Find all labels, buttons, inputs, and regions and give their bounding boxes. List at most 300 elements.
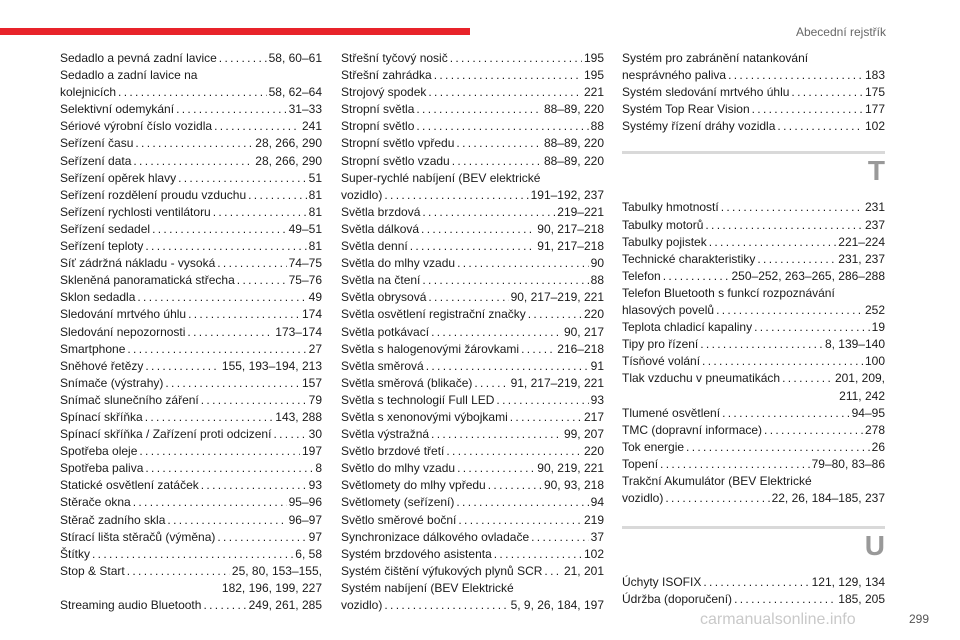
index-entry xyxy=(622,591,885,608)
index-term: Sériové výrobní číslo vozidla xyxy=(60,119,213,134)
index-pages: 90 xyxy=(590,256,604,271)
leader-dots xyxy=(217,255,286,272)
index-term: Systém Top Rear Vision xyxy=(622,102,750,117)
index-term: Střešní tyčový nosič xyxy=(341,51,448,65)
index-entry xyxy=(341,512,604,529)
leader-dots xyxy=(728,67,863,84)
index-term: Světlomety do mlhy vpředu xyxy=(341,478,486,493)
index-entry xyxy=(341,272,604,289)
index-term: Světla osvětlení registrační značky xyxy=(341,307,526,322)
leader-dots xyxy=(446,443,582,460)
index-term: Telefon xyxy=(622,268,661,283)
index-pages: 241 xyxy=(301,119,322,134)
index-entry xyxy=(341,221,604,238)
index-pages: 219–221 xyxy=(557,204,604,219)
index-pages: 94 xyxy=(590,495,604,510)
index-term: kolejnicích xyxy=(60,85,117,100)
index-pages: 252 xyxy=(864,303,885,318)
index-entry xyxy=(622,439,885,456)
index-pages: 81 xyxy=(308,239,322,254)
leader-dots xyxy=(752,101,863,118)
index-entry xyxy=(60,512,322,529)
index-term: Skleněná panoramatická střecha xyxy=(60,273,235,288)
leader-dots xyxy=(416,101,542,118)
index-term: vozidlo) xyxy=(341,187,383,202)
index-entry xyxy=(60,546,322,563)
leader-dots xyxy=(458,512,582,529)
index-pages: 90, 217–218 xyxy=(537,221,604,236)
index-term: hlasových povelů xyxy=(622,303,715,318)
index-term: Střešní zahrádka xyxy=(341,68,432,83)
index-term: Světla dálková xyxy=(341,221,420,236)
index-pages: 99, 207 xyxy=(563,427,604,442)
index-entry xyxy=(60,324,322,341)
index-term: Spínací skříňka xyxy=(60,409,143,424)
leader-dots xyxy=(452,153,542,170)
index-entry xyxy=(622,319,885,336)
index-pages: 220 xyxy=(583,444,604,459)
index-term: Seřízení času xyxy=(60,136,134,151)
index-pages: 100 xyxy=(864,354,885,369)
watermark: carmanualsonline.info xyxy=(700,611,856,628)
index-term: Selektivní odemykání xyxy=(60,102,175,117)
index-entry xyxy=(341,306,604,323)
leader-dots xyxy=(700,336,823,353)
index-term: Tlak vzduchu v pneumatikách xyxy=(622,371,781,386)
leader-dots xyxy=(431,426,562,443)
index-pages: 31–33 xyxy=(288,102,322,117)
leader-dots xyxy=(135,135,253,152)
index-term: TMC (dopravní informace) xyxy=(622,422,763,437)
index-entry xyxy=(622,336,885,353)
index-pages: 74–75 xyxy=(288,256,322,271)
leader-dots xyxy=(734,591,836,608)
leader-dots xyxy=(709,234,837,251)
index-entry xyxy=(622,84,885,101)
leader-dots xyxy=(422,204,555,221)
index-term: Světla směrová (blikače) xyxy=(341,375,473,390)
leader-dots xyxy=(510,409,582,426)
index-pages: 217 xyxy=(583,409,604,424)
index-term: Světla obrysová xyxy=(341,290,427,305)
index-entry xyxy=(60,426,322,443)
index-pages: 197 xyxy=(301,444,322,459)
index-term: Světlo do mlhy vzadu xyxy=(341,461,456,476)
index-pages: 21, 201 xyxy=(563,563,604,578)
index-pages: 175 xyxy=(864,85,885,100)
index-entry xyxy=(60,272,322,289)
leader-dots xyxy=(145,238,306,255)
index-entry xyxy=(622,234,885,251)
index-term: Streaming audio Bluetooth xyxy=(60,598,202,612)
index-term: Trakční Akumulátor (BEV Elektrické xyxy=(622,473,812,488)
index-term: Sledování mrtvého úhlu xyxy=(60,307,187,322)
index-entry xyxy=(60,529,322,546)
index-term: Systém brzdového asistenta xyxy=(341,546,492,561)
index-entry xyxy=(341,409,604,426)
index-term: Snímače (výstrahy) xyxy=(60,375,164,390)
leader-dots xyxy=(457,255,589,272)
index-pages: 93 xyxy=(308,478,322,493)
index-entry xyxy=(341,426,604,443)
section-header xyxy=(622,526,885,574)
index-pages: 221–224 xyxy=(838,234,885,249)
index-pages: 27 xyxy=(308,341,322,356)
leader-dots xyxy=(145,358,220,375)
index-pages: 157 xyxy=(301,375,322,390)
leader-dots xyxy=(488,477,542,494)
index-entry xyxy=(341,255,604,272)
leader-dots xyxy=(474,375,508,392)
index-pages: 51 xyxy=(308,170,322,185)
index-pages: 90, 217–219, 221 xyxy=(510,290,604,305)
index-column-1 xyxy=(60,50,322,614)
index-pages: 143, 288 xyxy=(275,409,322,424)
section-rule xyxy=(622,151,885,154)
index-term: Systémy řízení dráhy vozidla xyxy=(622,119,776,134)
index-term: Spotřeba paliva xyxy=(60,461,144,476)
index-term: Statické osvětlení zatáček xyxy=(60,478,199,493)
index-term: Topení xyxy=(622,456,659,471)
index-pages: 278 xyxy=(864,422,885,437)
index-term: Tabulky motorů xyxy=(622,217,704,232)
index-term: Sedadlo a zadní lavice na xyxy=(60,68,198,83)
index-pages: 91 xyxy=(590,358,604,373)
leader-dots xyxy=(721,199,863,216)
index-term: Sledování nepozornosti xyxy=(60,324,186,339)
index-term: Stírací lišta stěračů (výměna) xyxy=(60,529,216,544)
index-entry xyxy=(60,306,322,323)
index-entry xyxy=(60,477,322,494)
leader-dots xyxy=(777,118,863,135)
leader-dots xyxy=(544,563,562,580)
index-term: Světla na čtení xyxy=(341,273,421,288)
index-term: Stop & Start xyxy=(60,563,125,578)
leader-dots xyxy=(384,597,508,614)
index-pages: 93 xyxy=(590,392,604,407)
leader-dots xyxy=(456,135,542,152)
index-entry xyxy=(60,221,322,238)
index-pages: 121, 129, 134 xyxy=(811,575,885,590)
index-entry xyxy=(60,238,322,255)
index-entry xyxy=(341,153,604,170)
index-term: Stropní světlo vpředu xyxy=(341,136,455,151)
index-pages: 49 xyxy=(308,290,322,305)
index-term: Stěrač zadního skla xyxy=(60,512,166,527)
leader-dots xyxy=(219,50,267,67)
index-entry xyxy=(60,101,322,118)
index-term: Světla s halogenovými žárovkami xyxy=(341,341,520,356)
index-entry xyxy=(341,563,604,580)
leader-dots xyxy=(665,490,769,507)
index-pages: 201, 209, xyxy=(834,371,885,386)
index-pages: 183 xyxy=(864,68,885,83)
index-entry xyxy=(60,118,322,135)
index-entry xyxy=(341,238,604,255)
index-pages: 79 xyxy=(308,392,322,407)
leader-dots xyxy=(167,512,286,529)
index-term: Sedadlo a pevná zadní lavice xyxy=(60,51,217,65)
index-entry xyxy=(60,358,322,375)
index-term: vozidlo) xyxy=(622,491,664,506)
index-entry xyxy=(60,443,322,460)
index-pages: 231 xyxy=(864,200,885,215)
index-pages: 182, 196, 199, 227 xyxy=(221,580,322,595)
index-pages: 177 xyxy=(864,102,885,117)
index-term: Technické charakteristiky xyxy=(622,251,756,266)
index-pages: 231, 237 xyxy=(838,251,885,266)
index-pages: 22, 26, 184–185, 237 xyxy=(771,491,885,506)
index-pages: 49–51 xyxy=(288,221,322,236)
index-pages: 91, 217–219, 221 xyxy=(510,375,604,390)
index-pages: 6, 58 xyxy=(295,546,322,561)
index-pages: 220 xyxy=(583,307,604,322)
index-pages: 102 xyxy=(583,546,604,561)
index-entry xyxy=(341,84,604,101)
index-entry xyxy=(341,358,604,375)
leader-dots xyxy=(660,456,810,473)
index-pages: 216–218 xyxy=(557,341,604,356)
index-term: Systém pro zabránění natankování xyxy=(622,51,809,65)
index-term: Seřízení rychlosti ventilátoru xyxy=(60,204,211,219)
index-pages: 249, 261, 285 xyxy=(248,598,322,612)
index-entry xyxy=(622,456,885,473)
index-entry xyxy=(60,153,322,170)
leader-dots xyxy=(702,353,863,370)
index-pages: 195 xyxy=(583,68,604,83)
index-term: Tabulky pojistek xyxy=(622,234,707,249)
index-pages: 95–96 xyxy=(288,495,322,510)
index-entry xyxy=(60,135,322,152)
index-term: Světlo brzdové třetí xyxy=(341,444,445,459)
index-entry xyxy=(60,597,322,614)
index-entry xyxy=(622,217,885,234)
leader-dots xyxy=(764,422,863,439)
leader-dots xyxy=(237,272,287,289)
index-term: Stropní světla xyxy=(341,102,415,117)
index-term: Synchronizace dálkového ovladače xyxy=(341,529,530,544)
index-term: Údržba (doporučení) xyxy=(622,592,733,607)
index-term: Seřízení teploty xyxy=(60,239,144,254)
index-entry xyxy=(341,101,604,118)
index-entry xyxy=(60,84,322,101)
leader-dots xyxy=(686,439,870,456)
index-term: Teplota chladicí kapaliny xyxy=(622,320,753,335)
leader-dots xyxy=(139,443,300,460)
index-term: Tipy pro řízení xyxy=(622,337,699,352)
index-term: Seřízení data xyxy=(60,153,132,168)
index-pages: 90, 217 xyxy=(563,324,604,339)
index-entry xyxy=(341,597,604,614)
leader-dots xyxy=(178,170,307,187)
index-term: Seřízení opěrek hlavy xyxy=(60,170,177,185)
index-pages: 90, 219, 221 xyxy=(537,461,604,476)
index-entry xyxy=(622,353,885,370)
leader-dots xyxy=(456,494,588,511)
index-pages: 90, 93, 218 xyxy=(543,478,604,493)
leader-dots xyxy=(531,529,589,546)
index-entry xyxy=(60,460,322,477)
index-pages: 88 xyxy=(590,273,604,288)
top-accent-bar xyxy=(0,28,470,35)
index-entry xyxy=(60,341,322,358)
index-entry xyxy=(622,302,885,319)
leader-dots xyxy=(92,546,293,563)
index-pages: 5, 9, 26, 184, 197 xyxy=(510,598,604,612)
section-rule xyxy=(622,526,885,529)
leader-dots xyxy=(703,574,809,591)
index-entry xyxy=(60,563,322,580)
index-term: Super-rychlé nabíjení (BEV elektrické xyxy=(341,170,541,185)
index-entry xyxy=(622,405,885,422)
index-entry xyxy=(60,494,322,511)
index-term: Světla denní xyxy=(341,239,408,254)
index-entry xyxy=(341,50,604,67)
index-entry xyxy=(341,546,604,563)
leader-dots xyxy=(384,187,528,204)
leader-dots xyxy=(494,546,582,563)
index-pages: 102 xyxy=(864,119,885,134)
index-entry xyxy=(341,135,604,152)
index-term: Tabulky hmotností xyxy=(622,200,719,215)
index-term: Systém sledování mrtvého úhlu xyxy=(622,85,790,100)
leader-dots xyxy=(118,84,267,101)
index-entry xyxy=(341,529,604,546)
index-term: nesprávného paliva xyxy=(622,68,727,83)
leader-dots xyxy=(416,118,588,135)
index-term: Síť zádržná nákladu - vysoká xyxy=(60,256,216,271)
index-pages: 155, 193–194, 213 xyxy=(221,358,322,373)
index-entry xyxy=(622,118,885,135)
index-entry xyxy=(341,341,604,358)
leader-dots xyxy=(176,101,287,118)
index-column-3 xyxy=(622,50,885,608)
index-term: Světla brzdová xyxy=(341,204,421,219)
index-pages: 191–192, 237 xyxy=(530,187,604,202)
index-term: Světlomety (seřízení) xyxy=(341,495,455,510)
index-pages: 28, 266, 290 xyxy=(255,136,322,151)
index-entry xyxy=(60,170,322,187)
leader-dots xyxy=(754,319,870,336)
leader-dots xyxy=(188,306,300,323)
leader-dots xyxy=(187,324,273,341)
index-entry xyxy=(341,477,604,494)
page-header-title: Abecední rejstřík xyxy=(795,25,886,39)
index-term: Štítky xyxy=(60,546,91,561)
leader-dots xyxy=(422,272,588,289)
index-entry xyxy=(60,50,322,67)
index-entry xyxy=(622,101,885,118)
leader-dots xyxy=(203,597,246,614)
leader-dots xyxy=(426,358,589,375)
index-term: Světla s technologií Full LED xyxy=(341,392,495,407)
index-term: Smartphone xyxy=(60,341,126,356)
leader-dots xyxy=(165,375,300,392)
leader-dots xyxy=(428,84,582,101)
index-term: vozidlo) xyxy=(341,598,383,612)
index-entry xyxy=(341,443,604,460)
leader-dots xyxy=(133,153,253,170)
index-entry xyxy=(341,375,604,392)
index-pages: 221 xyxy=(583,85,604,100)
index-term: Světla potkávací xyxy=(341,324,430,339)
leader-dots xyxy=(428,289,508,306)
index-term: Sněhové řetězy xyxy=(60,358,144,373)
index-pages: 94–95 xyxy=(851,405,885,420)
leader-dots xyxy=(457,460,535,477)
index-pages: 37 xyxy=(590,529,604,544)
index-term: Seřízení rozdělení proudu vzduchu xyxy=(60,187,247,202)
leader-dots xyxy=(705,217,863,234)
leader-dots xyxy=(521,341,555,358)
leader-dots xyxy=(410,238,536,255)
index-term: Tok energie xyxy=(622,439,685,454)
leader-dots xyxy=(201,477,307,494)
index-term: Snímač slunečního záření xyxy=(60,392,199,407)
index-pages: 250–252, 263–265, 286–288 xyxy=(731,268,885,283)
leader-dots xyxy=(421,221,535,238)
leader-dots xyxy=(217,529,306,546)
index-entry xyxy=(622,370,885,387)
index-column-2 xyxy=(341,50,604,614)
index-pages: 81 xyxy=(308,187,322,202)
leader-dots xyxy=(450,50,582,67)
leader-dots xyxy=(434,67,582,84)
index-pages: 88–89, 220 xyxy=(543,136,604,151)
index-entry xyxy=(60,392,322,409)
index-pages: 30 xyxy=(308,427,322,442)
leader-dots xyxy=(152,221,287,238)
index-entry xyxy=(60,375,322,392)
index-entry xyxy=(60,255,322,272)
index-entry xyxy=(622,251,885,268)
index-pages: 91, 217–218 xyxy=(537,239,604,254)
index-term: Spínací skříňka / Zařízení proti odcizení xyxy=(60,427,272,442)
index-entry xyxy=(341,187,604,204)
leader-dots xyxy=(248,187,307,204)
index-pages: 25, 80, 153–155, xyxy=(231,563,322,578)
index-entry xyxy=(622,574,885,591)
leader-dots xyxy=(145,409,274,426)
index-pages: 173–174 xyxy=(275,324,322,339)
leader-dots xyxy=(716,302,863,319)
index-pages: 97 xyxy=(308,529,322,544)
index-term: Stěrače okna xyxy=(60,495,131,510)
index-entry xyxy=(60,187,322,204)
index-entry xyxy=(60,289,322,306)
index-term: Seřízení sedadel xyxy=(60,221,151,236)
index-pages: 174 xyxy=(301,307,322,322)
leader-dots xyxy=(791,84,863,101)
leader-dots xyxy=(127,563,230,580)
index-term: Stropní světlo vzadu xyxy=(341,153,450,168)
index-entry xyxy=(341,118,604,135)
index-pages: 28, 266, 290 xyxy=(255,153,322,168)
index-term: Tísňové volání xyxy=(622,354,701,369)
index-pages: 58, 60–61 xyxy=(268,51,322,65)
index-pages: 195 xyxy=(583,51,604,65)
index-term: Strojový spodek xyxy=(341,85,427,100)
index-entry xyxy=(341,392,604,409)
page-number: 299 xyxy=(908,612,929,626)
index-entry xyxy=(341,324,604,341)
index-term: Světlo směrové boční xyxy=(341,512,457,527)
index-term: Systém čištění výfukových plynů SCR xyxy=(341,563,543,578)
index-pages: 79–80, 83–86 xyxy=(811,456,885,471)
index-pages: 185, 205 xyxy=(838,592,885,607)
index-term: Světla do mlhy vzadu xyxy=(341,256,456,271)
index-pages: 81 xyxy=(308,204,322,219)
